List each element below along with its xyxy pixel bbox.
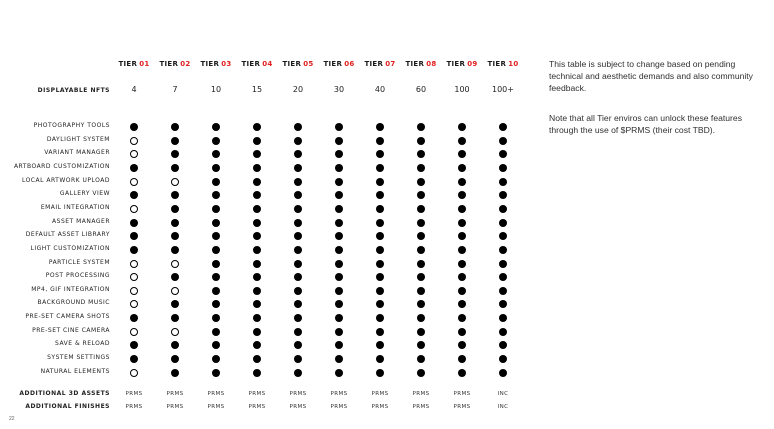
feature-included-dot <box>212 328 220 336</box>
feature-label: DAYLIGHT SYSTEM <box>46 135 110 143</box>
feature-label: LIGHT CUSTOMIZATION <box>30 244 110 252</box>
feature-excluded-dot <box>130 150 138 158</box>
feature-included-dot <box>130 246 138 254</box>
tier-header <box>277 60 319 68</box>
feature-included-dot <box>335 273 343 281</box>
feature-included-dot <box>458 123 466 131</box>
feature-included-dot <box>499 300 507 308</box>
feature-included-dot <box>294 219 302 227</box>
nft-count: 4 <box>131 85 137 94</box>
feature-included-dot <box>212 355 220 363</box>
nft-count: 10 <box>210 85 222 94</box>
feature-included-dot <box>335 137 343 145</box>
additional-value: PRMS <box>207 404 225 410</box>
feature-included-dot <box>294 273 302 281</box>
tier-header-number: 01 <box>139 60 150 68</box>
feature-included-dot <box>335 123 343 131</box>
tier-header-label: TIER <box>364 60 384 68</box>
feature-label: VARIANT MANAGER <box>44 149 110 157</box>
nft-count: 40 <box>374 85 386 94</box>
feature-included-dot <box>417 273 425 281</box>
feature-included-dot <box>294 260 302 268</box>
feature-included-dot <box>376 164 384 172</box>
nft-count: 7 <box>172 85 178 94</box>
feature-included-dot <box>335 191 343 199</box>
feature-included-dot <box>212 260 220 268</box>
feature-included-dot <box>458 232 466 240</box>
additional-value: INC <box>497 391 509 397</box>
nft-count: 100 <box>454 85 470 94</box>
feature-included-dot <box>212 219 220 227</box>
feature-included-dot <box>171 219 179 227</box>
feature-included-dot <box>171 314 179 322</box>
feature-included-dot <box>417 178 425 186</box>
feature-included-dot <box>253 137 261 145</box>
feature-included-dot <box>212 314 220 322</box>
feature-label: ARTBOARD CUSTOMIZATION <box>13 162 110 170</box>
tier-header-number: 02 <box>180 60 191 68</box>
tier-header <box>113 60 155 68</box>
feature-included-dot <box>253 341 261 349</box>
feature-included-dot <box>294 205 302 213</box>
feature-excluded-dot <box>171 260 179 268</box>
nft-row-label: DISPLAYABLE NFTS <box>37 87 110 94</box>
feature-included-dot <box>376 191 384 199</box>
feature-included-dot <box>376 273 384 281</box>
feature-included-dot <box>499 328 507 336</box>
feature-included-dot <box>294 300 302 308</box>
additional-value: PRMS <box>330 391 348 397</box>
feature-included-dot <box>376 314 384 322</box>
feature-included-dot <box>212 191 220 199</box>
feature-included-dot <box>335 150 343 158</box>
feature-included-dot <box>171 300 179 308</box>
feature-excluded-dot <box>130 178 138 186</box>
feature-included-dot <box>335 219 343 227</box>
feature-included-dot <box>458 341 466 349</box>
feature-included-dot <box>212 287 220 295</box>
tier-header-label: TIER <box>446 60 466 68</box>
additional-value: PRMS <box>289 404 307 410</box>
feature-included-dot <box>417 232 425 240</box>
feature-included-dot <box>253 150 261 158</box>
feature-included-dot <box>417 287 425 295</box>
feature-label: ASSET MANAGER <box>52 217 110 225</box>
feature-label: LOCAL ARTWORK UPLOAD <box>21 176 110 184</box>
feature-included-dot <box>417 191 425 199</box>
feature-included-dot <box>335 205 343 213</box>
feature-included-dot <box>335 314 343 322</box>
feature-included-dot <box>212 246 220 254</box>
feature-included-dot <box>253 219 261 227</box>
feature-included-dot <box>376 219 384 227</box>
feature-label: PRE-SET CAMERA SHOTS <box>25 313 110 321</box>
tier-header <box>318 60 360 68</box>
tier-header <box>359 60 401 68</box>
feature-included-dot <box>212 178 220 186</box>
feature-label: POST PROCESSING <box>45 272 110 280</box>
feature-included-dot <box>335 178 343 186</box>
feature-included-dot <box>376 328 384 336</box>
feature-included-dot <box>499 164 507 172</box>
feature-included-dot <box>335 232 343 240</box>
tier-header-number: 03 <box>221 60 232 68</box>
feature-included-dot <box>253 123 261 131</box>
feature-included-dot <box>130 341 138 349</box>
feature-included-dot <box>253 246 261 254</box>
feature-included-dot <box>294 287 302 295</box>
feature-included-dot <box>376 246 384 254</box>
feature-label: PHOTOGRAPHY TOOLS <box>33 122 110 129</box>
feature-label: MP4, GIF INTEGRATION <box>31 285 110 293</box>
feature-included-dot <box>253 287 261 295</box>
feature-excluded-dot <box>130 137 138 145</box>
feature-included-dot <box>376 123 384 131</box>
feature-included-dot <box>499 191 507 199</box>
additional-value: PRMS <box>125 391 143 397</box>
feature-included-dot <box>499 341 507 349</box>
feature-included-dot <box>212 369 220 377</box>
feature-included-dot <box>499 246 507 254</box>
feature-excluded-dot <box>171 328 179 336</box>
feature-included-dot <box>294 314 302 322</box>
feature-included-dot <box>499 219 507 227</box>
feature-excluded-dot <box>130 205 138 213</box>
feature-included-dot <box>253 300 261 308</box>
tier-header <box>400 60 442 68</box>
feature-included-dot <box>335 287 343 295</box>
feature-included-dot <box>130 191 138 199</box>
feature-excluded-dot <box>130 287 138 295</box>
nft-count: 15 <box>251 85 263 94</box>
feature-included-dot <box>130 232 138 240</box>
feature-included-dot <box>130 219 138 227</box>
feature-excluded-dot <box>171 178 179 186</box>
feature-included-dot <box>499 178 507 186</box>
additional-value: PRMS <box>412 404 430 410</box>
feature-included-dot <box>458 260 466 268</box>
feature-included-dot <box>212 232 220 240</box>
feature-included-dot <box>417 137 425 145</box>
feature-included-dot <box>499 287 507 295</box>
additional-value: INC <box>497 404 509 410</box>
tier-header-label: TIER <box>323 60 343 68</box>
feature-included-dot <box>458 300 466 308</box>
feature-included-dot <box>458 164 466 172</box>
feature-included-dot <box>212 341 220 349</box>
tier-header <box>482 60 524 68</box>
feature-included-dot <box>130 164 138 172</box>
feature-included-dot <box>212 164 220 172</box>
feature-included-dot <box>212 150 220 158</box>
feature-included-dot <box>499 273 507 281</box>
feature-included-dot <box>130 123 138 131</box>
feature-excluded-dot <box>130 328 138 336</box>
feature-label: BACKGROUND MUSIC <box>37 299 110 307</box>
feature-excluded-dot <box>130 260 138 268</box>
feature-included-dot <box>417 369 425 377</box>
feature-label: PRE-SET CINE CAMERA <box>32 326 110 334</box>
additional-label: ADDITIONAL 3D ASSETS <box>19 390 110 397</box>
feature-included-dot <box>417 150 425 158</box>
feature-included-dot <box>335 164 343 172</box>
feature-included-dot <box>417 164 425 172</box>
tier-header-number: 09 <box>467 60 478 68</box>
note-paragraph-1: This table is subject to change based on pending technical and aesthetic demands and also community feedback. <box>549 59 753 93</box>
tier-header <box>154 60 196 68</box>
feature-excluded-dot <box>130 369 138 377</box>
feature-included-dot <box>376 150 384 158</box>
tier-header-number: 05 <box>303 60 314 68</box>
feature-included-dot <box>417 205 425 213</box>
feature-included-dot <box>335 260 343 268</box>
feature-included-dot <box>294 178 302 186</box>
feature-included-dot <box>212 123 220 131</box>
feature-included-dot <box>458 287 466 295</box>
feature-included-dot <box>417 260 425 268</box>
additional-value: PRMS <box>371 404 389 410</box>
tier-header-number: 08 <box>426 60 437 68</box>
feature-included-dot <box>376 260 384 268</box>
feature-included-dot <box>417 355 425 363</box>
feature-included-dot <box>171 123 179 131</box>
additional-value: PRMS <box>453 391 471 397</box>
feature-included-dot <box>499 369 507 377</box>
feature-included-dot <box>253 273 261 281</box>
feature-included-dot <box>171 341 179 349</box>
feature-included-dot <box>376 287 384 295</box>
feature-included-dot <box>499 314 507 322</box>
feature-included-dot <box>253 178 261 186</box>
feature-included-dot <box>499 123 507 131</box>
feature-included-dot <box>458 369 466 377</box>
feature-included-dot <box>458 273 466 281</box>
feature-included-dot <box>458 205 466 213</box>
tier-header-number: 04 <box>262 60 273 68</box>
additional-value: PRMS <box>453 404 471 410</box>
additional-value: PRMS <box>125 404 143 410</box>
feature-excluded-dot <box>130 300 138 308</box>
feature-included-dot <box>417 246 425 254</box>
feature-included-dot <box>294 164 302 172</box>
additional-value: PRMS <box>248 404 266 410</box>
tier-header-label: TIER <box>159 60 179 68</box>
additional-value: PRMS <box>248 391 266 397</box>
feature-included-dot <box>130 314 138 322</box>
feature-included-dot <box>171 191 179 199</box>
feature-included-dot <box>458 246 466 254</box>
feature-included-dot <box>294 137 302 145</box>
nft-count: 100+ <box>492 85 514 94</box>
feature-label: DEFAULT ASSET LIBRARY <box>25 231 110 239</box>
feature-included-dot <box>171 150 179 158</box>
additional-value: PRMS <box>207 391 225 397</box>
feature-included-dot <box>417 300 425 308</box>
feature-included-dot <box>458 314 466 322</box>
feature-included-dot <box>376 178 384 186</box>
tier-header-number: 10 <box>508 60 519 68</box>
feature-included-dot <box>376 341 384 349</box>
feature-included-dot <box>417 328 425 336</box>
tier-header-label: TIER <box>118 60 138 68</box>
additional-value: PRMS <box>371 391 389 397</box>
feature-included-dot <box>335 246 343 254</box>
feature-included-dot <box>253 205 261 213</box>
tier-header <box>195 60 237 68</box>
feature-included-dot <box>253 314 261 322</box>
feature-included-dot <box>171 246 179 254</box>
feature-included-dot <box>253 232 261 240</box>
tier-header-label: TIER <box>241 60 261 68</box>
feature-included-dot <box>171 232 179 240</box>
feature-included-dot <box>294 341 302 349</box>
feature-excluded-dot <box>171 287 179 295</box>
feature-included-dot <box>294 150 302 158</box>
feature-included-dot <box>499 205 507 213</box>
nft-count: 60 <box>415 85 427 94</box>
tier-header-label: TIER <box>200 60 220 68</box>
tier-header <box>441 60 483 68</box>
feature-included-dot <box>458 219 466 227</box>
feature-included-dot <box>376 369 384 377</box>
feature-included-dot <box>376 355 384 363</box>
feature-included-dot <box>458 355 466 363</box>
feature-included-dot <box>212 273 220 281</box>
feature-included-dot <box>171 273 179 281</box>
feature-included-dot <box>171 137 179 145</box>
feature-included-dot <box>294 232 302 240</box>
feature-included-dot <box>499 260 507 268</box>
feature-included-dot <box>212 137 220 145</box>
feature-included-dot <box>376 232 384 240</box>
additional-value: PRMS <box>412 391 430 397</box>
tier-header-label: TIER <box>405 60 425 68</box>
feature-included-dot <box>171 205 179 213</box>
feature-included-dot <box>335 328 343 336</box>
feature-included-dot <box>171 369 179 377</box>
feature-included-dot <box>212 300 220 308</box>
additional-value: PRMS <box>166 404 184 410</box>
feature-included-dot <box>253 328 261 336</box>
feature-included-dot <box>294 355 302 363</box>
feature-included-dot <box>171 355 179 363</box>
additional-value: PRMS <box>166 391 184 397</box>
additional-label: ADDITIONAL FINISHES <box>25 403 110 410</box>
feature-label: PARTICLE SYSTEM <box>48 258 110 266</box>
feature-included-dot <box>458 137 466 145</box>
feature-included-dot <box>458 328 466 336</box>
feature-included-dot <box>130 355 138 363</box>
nft-count: 30 <box>333 85 345 94</box>
tier-header-label: TIER <box>487 60 507 68</box>
feature-included-dot <box>376 137 384 145</box>
feature-included-dot <box>499 150 507 158</box>
feature-label: EMAIL INTEGRATION <box>40 203 110 211</box>
feature-included-dot <box>417 341 425 349</box>
feature-included-dot <box>294 246 302 254</box>
feature-included-dot <box>458 191 466 199</box>
feature-included-dot <box>335 341 343 349</box>
feature-included-dot <box>253 355 261 363</box>
feature-included-dot <box>417 123 425 131</box>
feature-included-dot <box>253 369 261 377</box>
feature-excluded-dot <box>130 273 138 281</box>
feature-included-dot <box>294 123 302 131</box>
nft-count: 20 <box>292 85 304 94</box>
feature-label: SYSTEM SETTINGS <box>47 354 110 362</box>
feature-included-dot <box>417 314 425 322</box>
feature-included-dot <box>294 191 302 199</box>
feature-included-dot <box>376 205 384 213</box>
feature-included-dot <box>171 164 179 172</box>
feature-included-dot <box>499 137 507 145</box>
tier-header-number: 06 <box>344 60 355 68</box>
tier-header-number: 07 <box>385 60 396 68</box>
feature-included-dot <box>335 300 343 308</box>
tier-header-label: TIER <box>282 60 302 68</box>
tier-header <box>236 60 278 68</box>
feature-included-dot <box>499 355 507 363</box>
feature-included-dot <box>294 369 302 377</box>
feature-included-dot <box>212 205 220 213</box>
feature-included-dot <box>294 328 302 336</box>
feature-included-dot <box>458 178 466 186</box>
feature-included-dot <box>253 164 261 172</box>
additional-value: PRMS <box>330 404 348 410</box>
feature-included-dot <box>253 260 261 268</box>
feature-included-dot <box>253 191 261 199</box>
feature-included-dot <box>376 300 384 308</box>
additional-value: PRMS <box>289 391 307 397</box>
feature-label: GALLERY VIEW <box>59 190 110 198</box>
feature-included-dot <box>458 150 466 158</box>
page-number: 22 <box>9 416 15 422</box>
feature-included-dot <box>335 355 343 363</box>
feature-included-dot <box>417 219 425 227</box>
note-paragraph-2: Note that all Tier enviros can unlock these features through the use of $PRMS (their cost TBD). <box>549 113 742 135</box>
feature-label: NATURAL ELEMENTS <box>40 367 110 375</box>
feature-included-dot <box>499 232 507 240</box>
feature-included-dot <box>335 369 343 377</box>
feature-label: SAVE & RELOAD <box>55 340 110 348</box>
